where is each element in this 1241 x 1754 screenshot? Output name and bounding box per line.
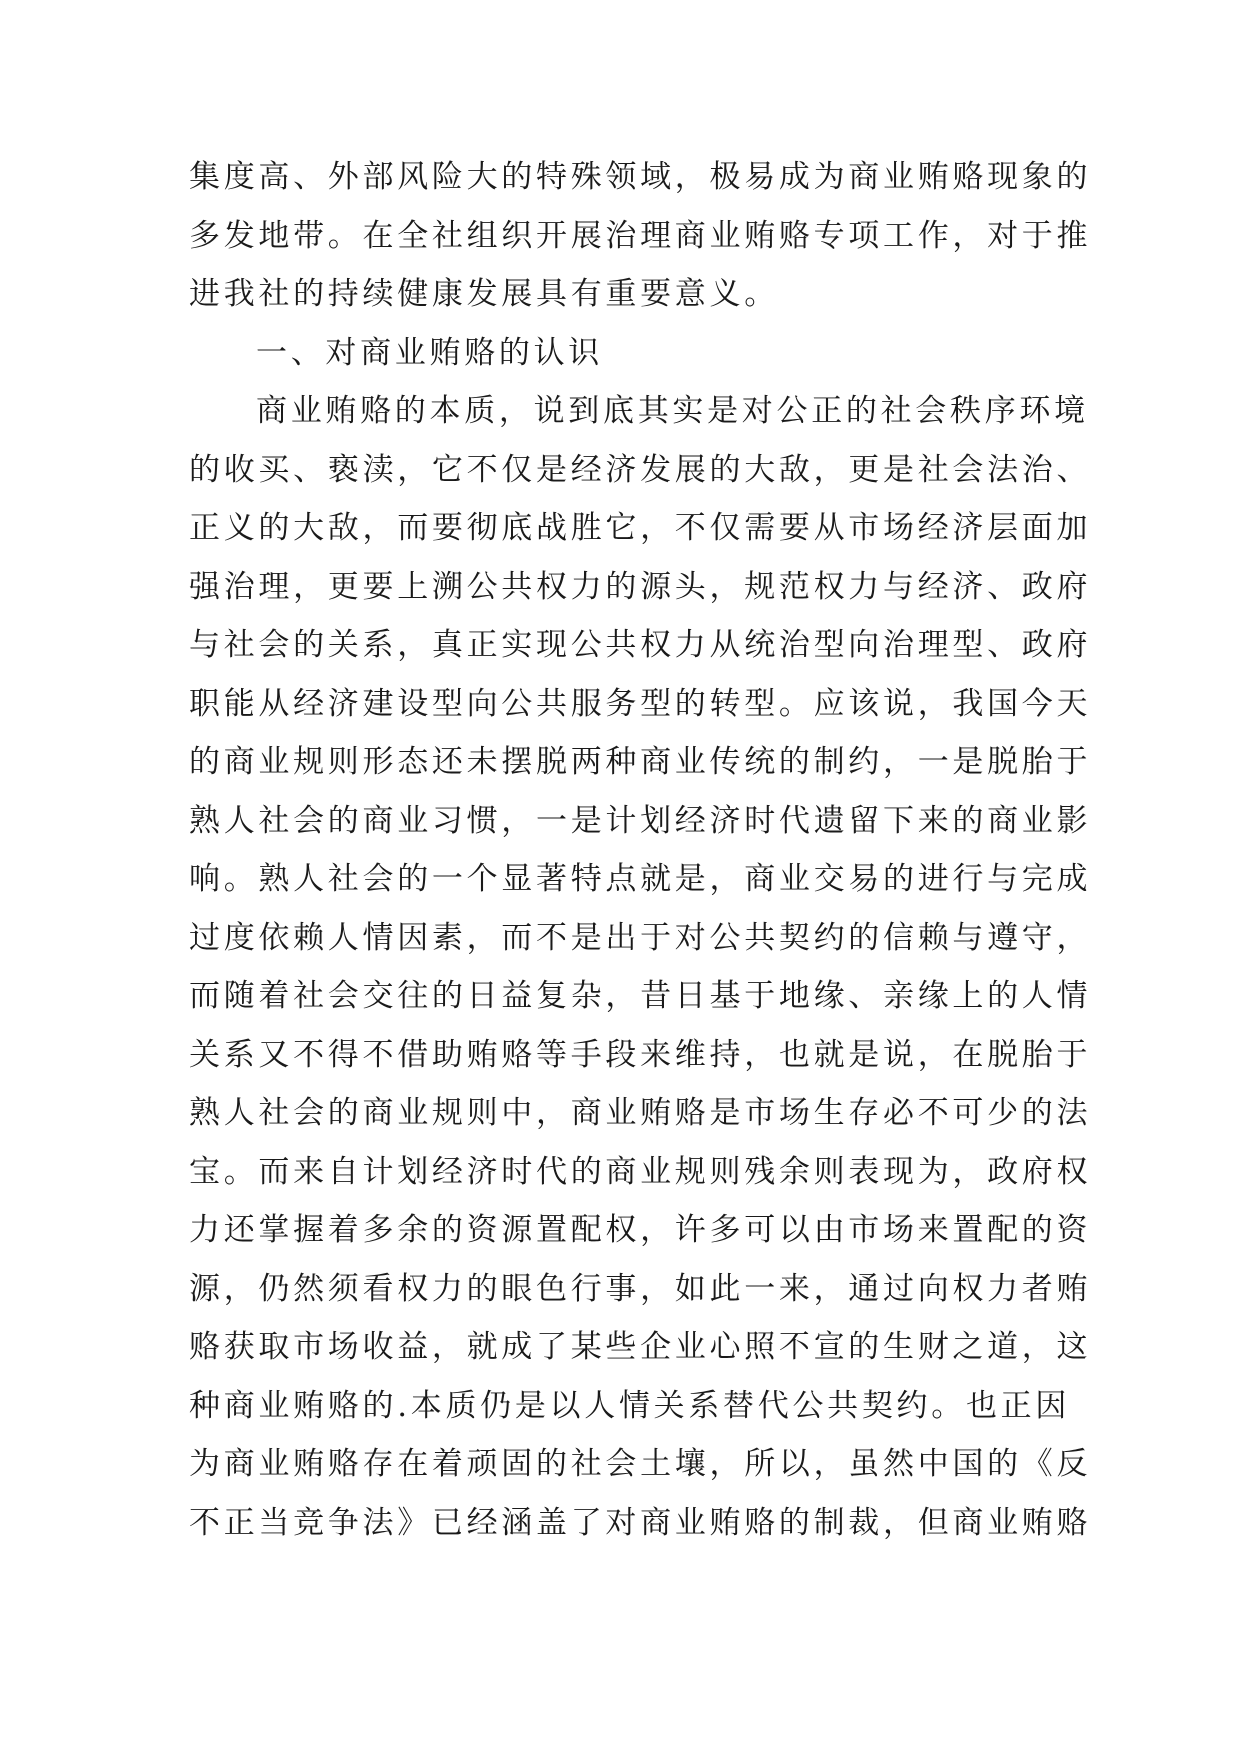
text-line: 赂获取市场收益，就成了某些企业心照不宣的生财之道，这 [189, 1329, 1092, 1365]
text-line: 强治理，更要上溯公共权力的源头，规范权力与经济、政府 [189, 568, 1092, 605]
text-line: 熟人社会的商业规则中，商业贿赂是市场生存必不可少的法 [189, 1095, 1092, 1131]
text-line: 进我社的持续健康发展具有重要意义。 [189, 276, 779, 312]
text-line: 的收买、亵渎，它不仅是经济发展的大敌，更是社会法治、 [189, 451, 1092, 488]
body-text [189, 148, 1092, 1552]
text-line: 种商业贿赂的.本质仍是以人情关系替代公共契约。也正因 [189, 1387, 1071, 1424]
text-line: 力还掌握着多余的资源置配权，许多可以由市场来置配的资 [189, 1212, 1092, 1248]
text-line: 响。熟人社会的一个显著特点就是，商业交易的进行与完成 [189, 861, 1092, 897]
text-line: 与社会的关系，真正实现公共权力从统治型向治理型、政府 [189, 627, 1092, 663]
text-line: 熟人社会的商业习惯，一是计划经济时代遗留下来的商业影 [189, 802, 1092, 839]
text-line: 正义的大敌，而要彻底战胜它，不仅需要从市场经济层面加 [189, 510, 1092, 546]
text-line: 的商业规则形态还未摆脱两种商业传统的制约，一是脱胎于 [189, 744, 1092, 780]
section-heading: 一、对商业贿赂的认识 [256, 334, 603, 371]
text-line: 职能从经济建设型向公共服务型的转型。应该说，我国今天 [189, 685, 1092, 722]
text-line: 不正当竞争法》已经涵盖了对商业贿赂的制裁，但商业贿赂 [189, 1504, 1092, 1541]
text-line: 集度高、外部风险大的特殊领域，极易成为商业贿赂现象的 [189, 159, 1092, 195]
text-line: 多发地带。在全社组织开展治理商业贿赂专项工作，对于推 [189, 217, 1092, 254]
text-line: 宝。而来自计划经济时代的商业规则残余则表现为，政府权 [189, 1153, 1092, 1190]
text-line: 源，仍然须看权力的眼色行事，如此一来，通过向权力者贿 [189, 1270, 1092, 1307]
text-line: 关系又不得不借助贿赂等手段来维持，也就是说，在脱胎于 [189, 1036, 1092, 1073]
text-line: 过度依赖人情因素，而不是出于对公共契约的信赖与遵守， [189, 919, 1092, 956]
text-line: 而随着社会交往的日益复杂，昔日基于地缘、亲缘上的人情 [189, 978, 1092, 1014]
text-line: 为商业贿赂存在着顽固的社会土壤，所以，虽然中国的《反 [189, 1446, 1092, 1482]
paragraph-first-line: 商业贿赂的本质，说到底其实是对公正的社会秩序环境 [256, 393, 1089, 429]
